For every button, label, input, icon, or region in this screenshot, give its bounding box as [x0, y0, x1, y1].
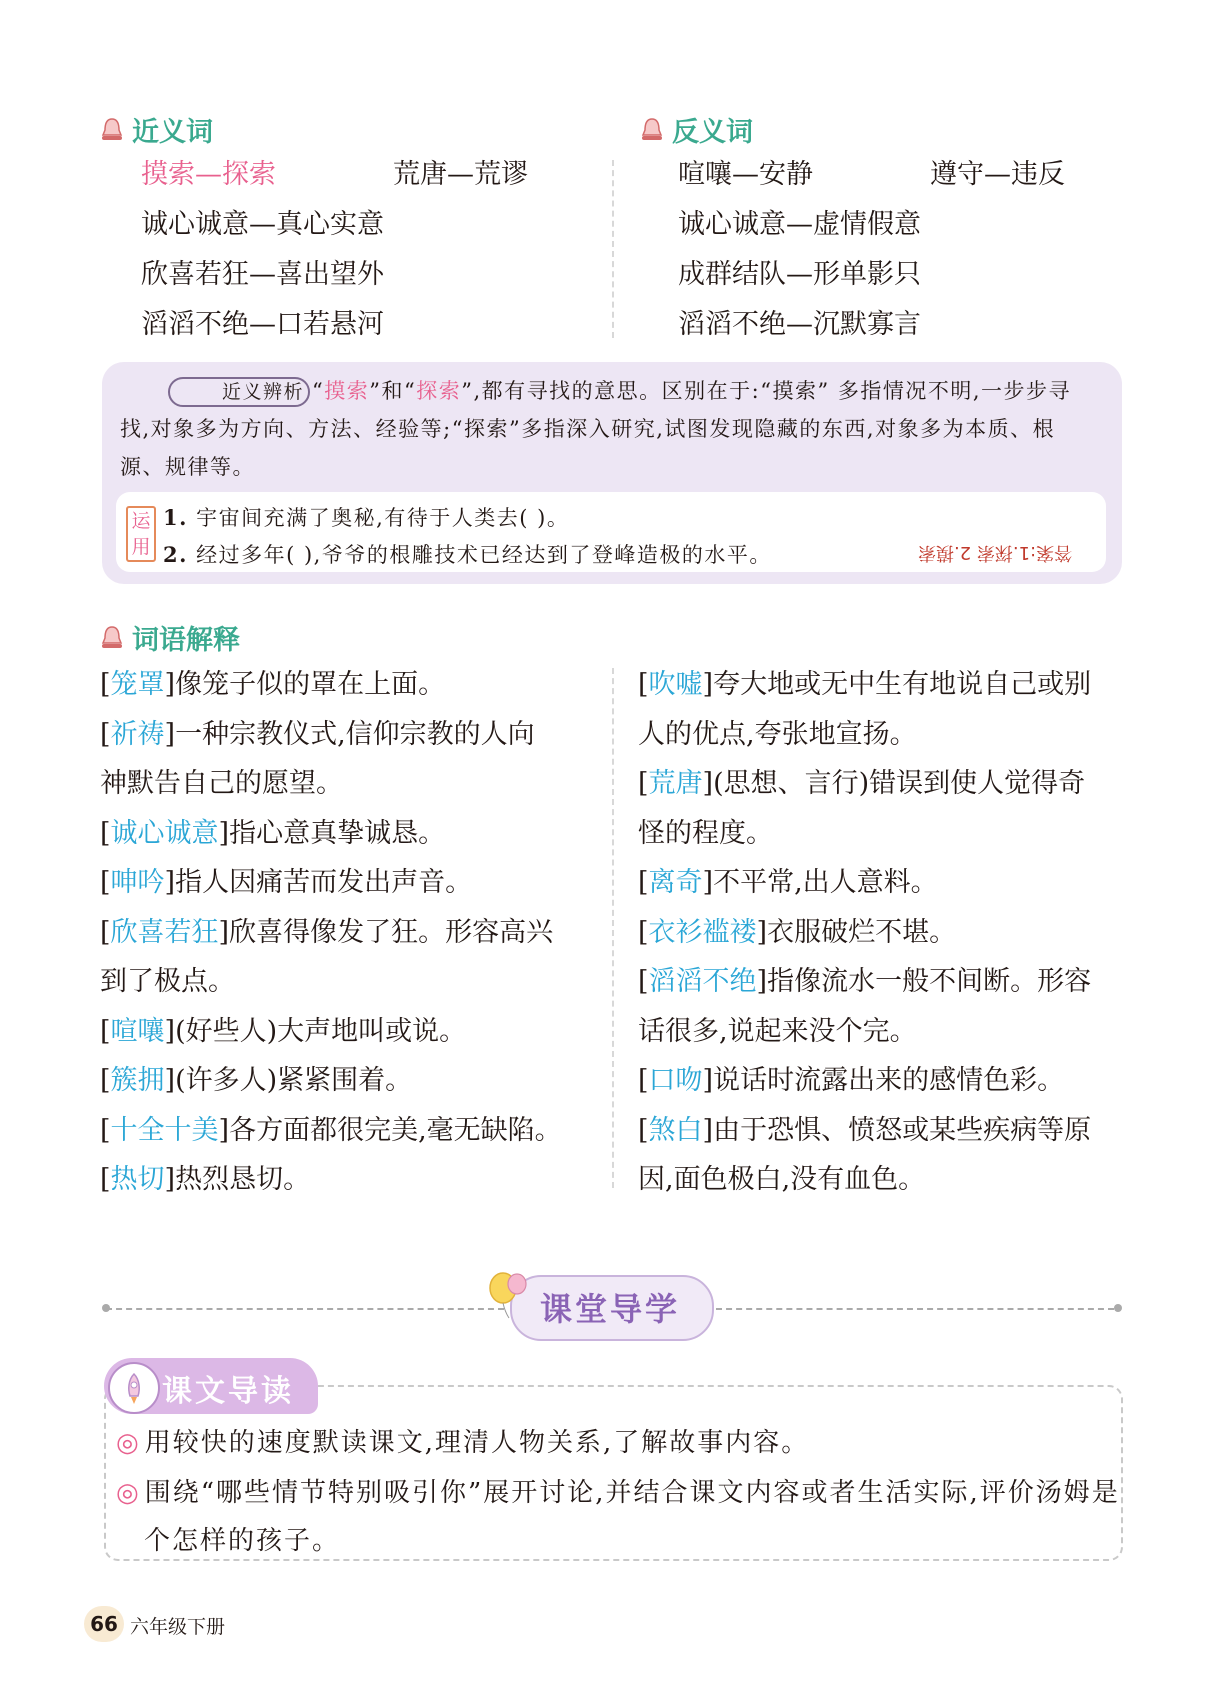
line-dot — [1114, 1304, 1122, 1312]
rocket-icon — [108, 1362, 160, 1414]
answer-key: 答案:1.探索 2.摸索 — [918, 542, 1073, 563]
glossary-entry: [簇拥](许多人)紧紧围着。 — [100, 1065, 413, 1096]
glossary-entry: [呻吟]指人因痛苦而发出声音。 — [100, 867, 473, 898]
antonyms-header — [640, 110, 753, 149]
glossary-entry: [吹嘘]夸大地或无中生有地说自己或别 — [638, 669, 1092, 700]
glossary-term: 离奇 — [648, 867, 703, 898]
glossary-definition: ]说话时流露出来的感情色彩。 — [702, 1065, 1065, 1096]
glossary-right-column — [638, 660, 1091, 1205]
balloon-icon — [487, 1270, 531, 1320]
glossary-entry: [诚心诚意]指心意真挚诚恳。 — [100, 817, 446, 849]
antonym-pair: 成群结队—形单影只 — [678, 259, 921, 290]
glossary-entry: [喧嚷](好些人)大声地叫或说。 — [100, 1015, 467, 1047]
synonym-pair: 摸索—探索 — [141, 159, 276, 190]
analysis-line: 找,对象多为方向、方法、经验等;“探索”多指深入研究,试图发现隐藏的东西,对象多为本质、根 — [120, 417, 1056, 441]
glossary-term: 簇拥 — [110, 1065, 165, 1096]
analysis-tag: 近义辨析 — [168, 377, 310, 407]
guide-item: ◎ 围绕“哪些情节特别吸引你”展开讨论,并结合课文内容或者生活实际,评价汤姆是 — [116, 1478, 1120, 1508]
glossary-definition: ]指像流水一般不间断。形容 — [756, 966, 1092, 997]
banner-line-right — [716, 1308, 1114, 1310]
glossary-term: 滔滔不绝 — [648, 966, 757, 997]
glossary-entry-continuation — [638, 1007, 1091, 1057]
bullet-icon: ◎ — [116, 1428, 141, 1458]
analysis-line: 源、规律等。 — [120, 455, 255, 479]
glossary-definition: 到了极点。 — [100, 966, 235, 997]
glossary-definition: 因,面色极白,没有血色。 — [638, 1164, 926, 1195]
glossary-term: 祈祷 — [110, 718, 165, 750]
glossary-definition: ]一种宗教仪式,信仰宗教的人向 — [164, 718, 535, 750]
banner-line-left — [106, 1308, 504, 1310]
apply-tag: 运用 — [126, 506, 156, 562]
column-divider — [612, 160, 614, 338]
grade-label: 六年级下册 — [130, 1616, 226, 1638]
synonyms-title: 近义词 — [132, 117, 213, 148]
analysis-word: 探索 — [416, 379, 462, 403]
bell-icon — [640, 117, 664, 143]
glossary-entry: [笼罩]像笼子似的罩在上面。 — [100, 669, 446, 700]
guide-item: ◎ 用较快的速度默读课文,理清人物关系,了解故事内容。 — [116, 1428, 810, 1458]
glossary-definition: ]欣喜得像发了狂。形容高兴 — [218, 916, 554, 948]
glossary-term: 衣衫褴褛 — [648, 916, 757, 948]
glossary-entry-continuation — [638, 1155, 1091, 1205]
line-dot — [102, 1304, 110, 1312]
glossary-definition: ](好些人)大声地叫或说。 — [164, 1015, 467, 1047]
glossary-definition: ]由于恐惧、愤怒或某些疾病等原 — [702, 1114, 1092, 1146]
analysis-word: 摸索 — [324, 379, 370, 403]
glossary-entry: [祈祷]一种宗教仪式,信仰宗教的人向 — [100, 718, 535, 750]
glossary-definition: ]热烈恳切。 — [164, 1164, 311, 1195]
glossary-entry: [衣衫褴褛]衣服破烂不堪。 — [638, 916, 957, 948]
bell-icon — [100, 117, 124, 143]
synonym-pair: 诚心诚意—真心实意 — [141, 209, 384, 240]
glossary-entry: [煞白]由于恐惧、愤怒或某些疾病等原 — [638, 1114, 1092, 1146]
glossary-entry-continuation — [100, 957, 562, 1007]
glossary-left-column — [100, 660, 562, 1205]
glossary-definition: 怪的程度。 — [638, 817, 773, 849]
glossary-definition: ]指人因痛苦而发出声音。 — [164, 867, 473, 898]
glossary-definition: ](思想、言行)错误到使人觉得奇 — [702, 768, 1086, 799]
glossary-entry-continuation — [638, 710, 1091, 760]
glossary-term: 煞白 — [648, 1114, 703, 1146]
glossary-term: 口吻 — [648, 1065, 703, 1096]
guide-tag-label: 课文导读 — [162, 1374, 294, 1409]
antonym-pair: 遵守—违反 — [930, 159, 1065, 190]
glossary-term: 十全十美 — [110, 1114, 219, 1146]
bell-icon — [100, 625, 124, 651]
exercise-1: 1. 宇宙间充满了奥秘,有待于人类去( )。 — [163, 505, 570, 530]
glossary-term: 吹嘘 — [648, 669, 703, 700]
synonym-pair: 荒唐—荒谬 — [393, 159, 528, 190]
antonyms-title: 反义词 — [672, 117, 753, 148]
glossary-definition: 人的优点,夸张地宣扬。 — [638, 718, 917, 750]
glossary-entry: [口吻]说话时流露出来的感情色彩。 — [638, 1065, 1065, 1096]
glossary-header — [100, 618, 240, 657]
glossary-term: 喧嚷 — [110, 1015, 165, 1047]
glossary-entry-continuation — [638, 809, 1091, 859]
glossary-entry: [欣喜若狂]欣喜得像发了狂。形容高兴 — [100, 916, 554, 948]
banner-title: 课堂导学 — [540, 1290, 681, 1328]
synonyms-header — [100, 110, 213, 149]
bullet-icon: ◎ — [116, 1478, 141, 1508]
glossary-definition: ]像笼子似的罩在上面。 — [164, 669, 446, 700]
glossary-title: 词语解释 — [132, 625, 240, 656]
page-number: 66 — [84, 1606, 124, 1642]
glossary-entry: [离奇]不平常,出人意料。 — [638, 867, 938, 898]
column-divider — [612, 668, 614, 1188]
glossary-term: 荒唐 — [648, 768, 703, 799]
glossary-entry: [热切]热烈恳切。 — [100, 1164, 311, 1195]
glossary-definition: ]不平常,出人意料。 — [702, 867, 938, 898]
glossary-entry: [荒唐](思想、言行)错误到使人觉得奇 — [638, 768, 1086, 799]
antonym-pair: 喧嚷—安静 — [678, 159, 813, 190]
glossary-term: 诚心诚意 — [110, 817, 219, 849]
exercise-2: 2. 经过多年( ),爷爷的根雕技术已经达到了登峰造极的水平。 — [163, 542, 772, 567]
glossary-definition: 神默告自己的愿望。 — [100, 768, 343, 799]
antonym-pair: 诚心诚意—虚情假意 — [678, 209, 921, 240]
antonym-pair: 滔滔不绝—沉默寡言 — [678, 309, 921, 340]
glossary-term: 热切 — [110, 1164, 165, 1195]
glossary-term: 呻吟 — [110, 867, 165, 898]
glossary-definition: ](许多人)紧紧围着。 — [164, 1065, 413, 1096]
guide-item-continuation: 个怎样的孩子。 — [144, 1526, 341, 1556]
glossary-definition: ]夸大地或无中生有地说自己或别 — [702, 669, 1092, 700]
glossary-entry: [滔滔不绝]指像流水一般不间断。形容 — [638, 966, 1092, 997]
glossary-entry: [十全十美]各方面都很完美,毫无缺陷。 — [100, 1114, 562, 1146]
synonym-pair: 欣喜若狂—喜出望外 — [141, 259, 384, 290]
glossary-term: 欣喜若狂 — [110, 916, 219, 948]
synonym-pair: 滔滔不绝—口若悬河 — [141, 309, 384, 340]
glossary-definition: 话很多,说起来没个完。 — [638, 1015, 917, 1047]
glossary-definition: ]指心意真挚诚恳。 — [218, 817, 446, 849]
glossary-definition: ]衣服破烂不堪。 — [756, 916, 957, 948]
glossary-term: 笼罩 — [110, 669, 165, 700]
glossary-entry-continuation — [100, 759, 562, 809]
glossary-definition: ]各方面都很完美,毫无缺陷。 — [218, 1114, 562, 1146]
analysis-text: 近义辨析 “摸索”和“探索”,都有寻找的意思。区别在于:“摸索” 多指情况不明,一步步寻 找,对象多为方向、方法、经验等;“探索”多指深入研究,试图发现隐藏的东西,对象多为本质、根 源、规律等。 — [120, 372, 1110, 486]
